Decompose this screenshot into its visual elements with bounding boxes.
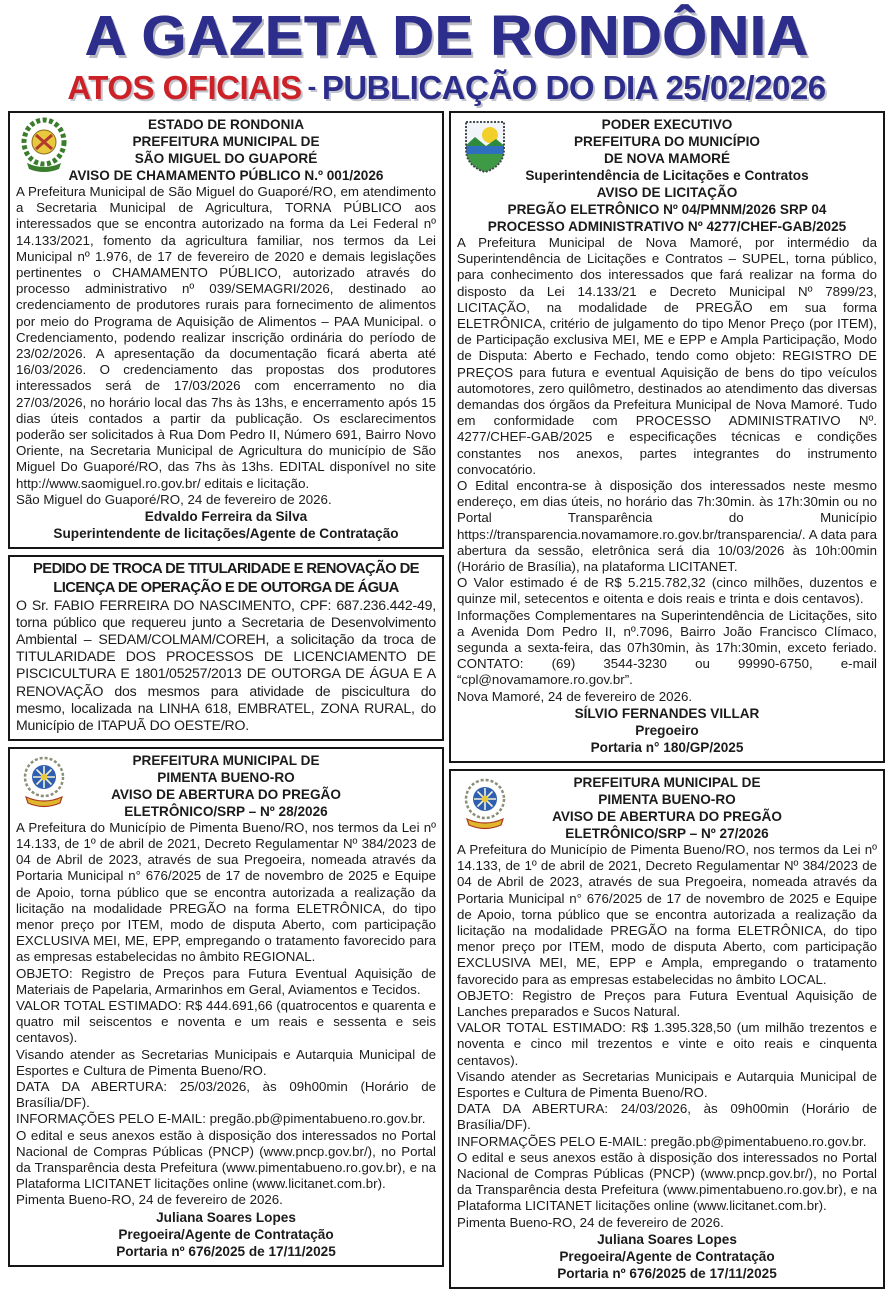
notice-paragraph-objeto: OBJETO: Registro de Preços para Futura Eventual Aquisição de Lanches preparados e Sucos Natural. (457, 987, 877, 1019)
notice-header-line: PODER EXECUTIVO (601, 117, 733, 132)
notice-paragraph-contato: Informações Complementares na Superintendência de Licitações, sito a Avenida Dom Pedro II, nº.7096, Bairro João Francisco Clímaco, segunda a sexta-feira, das 07h30min, às 17h:30min, exceto feriado. CONTATO: (69) 3544-3230 ou 99990-6750, e-mail “cpl@novamamore.ro.gov.br”. (457, 607, 877, 688)
notice-paragraph: A Prefeitura Municipal de Nova Mamoré, por intermédio da Superintendência de Licitações e Contratos – SUPEL, torna público, para conhecimento dos interessados que fará realizar na forma do disposto da Lei 14.133/21 e Decreto Municipal Nº 7899/23, LICITAÇÃO, na modalidade de PREGÃO em sua forma ELETRÔNICA, critério de julgamento do tipo Menor Preço (por ITEM), de Participação exclusiva MEI, ME e EPP e Ampla Participação, Modo de Disputa: Aberto e Fechado, tendo como objeto: REGISTRO DE PREÇOS para futura e eventual Aquisição de bens do tipo veículos automotores, zero quilômetro, destinados ao atendimento das diversas demandas dos órgãos da Prefeitura Municipal de Nova Mamoré. Tudo em conformidade com PROCESSO ADMINISTRATIVO Nº. 4277/CHEF-GAB/2025 e especificações técnicas e condições constantes nos anexos, partes integrantes do instrumento convocatório. (457, 235, 877, 477)
notice-pimenta-bueno-pregao-28 (8, 747, 444, 1267)
notice-header-line: PIMENTA BUENO-RO (598, 791, 736, 807)
notice-paragraph-valor: VALOR TOTAL ESTIMADO: R$ 1.395.328,50 (um milhão trezentos e noventa e cinco mil trezentos e vinte e oito reais e cinquenta centavos). (457, 1020, 877, 1068)
notice-signature (16, 1209, 436, 1260)
notice-header (16, 752, 436, 820)
subtitle-atos-oficiais: ATOS OFICIAIS (67, 69, 302, 106)
notice-header-line: AVISO DE ABERTURA DO PREGÃO (111, 786, 341, 802)
pimenta-bueno-coat-of-arms-icon (459, 775, 511, 833)
notice-paragraph-email: INFORMAÇÕES PELO E-MAIL: pregão.pb@pimentabueno.ro.gov.br. (457, 1133, 867, 1149)
notice-paragraph: A Prefeitura do Município de Pimenta Bueno/RO, nos termos da Lei nº 14.133, de 1º de abril de 2021, Decreto Regulamentar Nº 384/2023 de 04 de Abril de 2023, através de sua Pregoeira, nomeada através da Portaria Municipal n° 676/2025 de 17 de novembro de 2025 e Equipe de Apoio, torna público que se encontra autorizada a realização da licitação na modalidade PREGÃO na forma ELETRÔNICA, do tipo menor preço por ITEM, modo de disputa Aberto, com participação EXCLUSIVA MEI, ME, EPP e Ampla, empregando o tratamento favorecido para as empresas estabelecidas no âmbito LOCAL. (457, 841, 877, 987)
notice-header-line: DE NOVA MAMORÉ (603, 151, 731, 166)
notice-header-line: ELETRÔNICO/SRP – Nº 27/2026 (565, 825, 769, 841)
notice-nova-mamore-licitacao (449, 111, 885, 763)
notice-signature (16, 508, 436, 542)
notice-header (457, 116, 877, 235)
sao-miguel-coat-of-arms-icon (18, 117, 70, 175)
notice-header-line: Superintendência de Licitações e Contratos (525, 168, 809, 183)
signature-name: Edvaldo Ferreira da Silva (144, 509, 308, 525)
notice-header-line: PREFEITURA MUNICIPAL DE (573, 774, 761, 790)
notice-pimenta-bueno-pregao-27 (449, 769, 885, 1289)
notice-header (457, 774, 877, 842)
notice-paragraph-data-abertura: DATA DA ABERTURA: 25/03/2026, às 09h00min (Horário de Brasília/DF). (16, 1079, 436, 1111)
notice-header-line: AVISO DE ABERTURA DO PREGÃO (552, 808, 782, 824)
signature-role: Superintendente de licitações/Agente de Contratação (53, 526, 399, 542)
signature-portaria: Portaria nº 676/2025 de 17/11/2025 (116, 1243, 336, 1259)
notice-paragraph-data-abertura: DATA DA ABERTURA: 24/03/2026, às 09h00min (Horário de Brasília/DF). (457, 1101, 877, 1133)
notice-paragraph: Visando atender as Secretarias Municipais e Autarquia Municipal de Esportes e Cultura de Pimenta Bueno/RO. (457, 1068, 877, 1100)
notice-header (16, 116, 436, 184)
notice-paragraph-valor: O Valor estimado é de R$ 5.215.782,32 (cinco milhões, duzentos e quinze mil, setecentos e oitenta e dois reais e trinta e dois centavos). (457, 575, 877, 607)
masthead (0, 0, 893, 104)
signature-role: Pregoeiro (635, 722, 699, 738)
pimenta-bueno-coat-of-arms-icon (18, 753, 70, 811)
notice-date-line: Nova Mamoré, 24 de fevereiro de 2026. (457, 688, 693, 704)
subtitle-publicacao: PUBLICAÇÃO DO DIA 25/02/2026 (321, 69, 826, 106)
notice-paragraph-edital: O edital e seus anexos estão à disposição dos interessados no Portal Nacional de Compras Públicas (PNCP) (www.pncp.gov.br/), no Portal da Transparência desta Prefeitura (www.pimentabueno.ro.gov.br), e na Plataforma LICITANET licitações online (www.licitanet.com.br). (16, 1127, 436, 1192)
signature-role: Pregoeira/Agente de Contratação (559, 1248, 775, 1264)
page-title: A GAZETA DE RONDÔNIA (84, 4, 809, 68)
signature-role: Pregoeira/Agente de Contratação (118, 1226, 334, 1242)
left-column (8, 111, 444, 1267)
notice-paragraph-edital: O Edital encontra-se à disposição dos interessados neste mesmo endereço, em dias úteis, no horário das 7h:30min. às 17h:30min ou no Portal Transparência do Município https://transparencia.novamamore.ro.gov.br/transparencia/. A data para abertura da sessão, eletrônica será dia 10/03/2026 às 10h:00min (Horário de Brasília), na plataforma LICITANET. (457, 478, 877, 575)
notice-header-line: PIMENTA BUENO-RO (157, 769, 295, 785)
signature-name: Juliana Soares Lopes (156, 1209, 296, 1225)
notice-signature (457, 705, 877, 756)
signature-portaria: Portaria n° 180/GP/2025 (590, 739, 744, 755)
notice-columns (0, 104, 893, 1297)
notice-title: PEDIDO DE TROCA DE TITULARIDADE E RENOVAÇÃO DE LICENÇA DE OPERAÇÃO E DE OUTORGA DE ÁGUA (33, 561, 419, 596)
right-column (449, 111, 885, 1289)
notice-paragraph-email: INFORMAÇÕES PELO E-MAIL: pregão.pb@pimentabueno.ro.gov.br. (16, 1111, 426, 1127)
notice-paragraph: A Prefeitura do Município de Pimenta Bueno/RO, nos termos da Lei nº 14.133, de 1º de abril de 2021, Decreto Regulamentar Nº 384/2023 de 04 de Abril de 2023, através de sua Pregoeira, nomeada através da Portaria Municipal n° 676/2025 de 17 de novembro de 2025 e Equipe de Apoio, torna público que se encontra autorizada a realização da licitação na modalidade PREGÃO na forma ELETRÔNICA, do tipo menor preço por ITEM, modo de disputa Aberto, com participação EXCLUSIVA MEI, ME, EPP, empregando o tratamento favorecido para as empresas estabelecidas no âmbito REGIONAL. (16, 819, 436, 965)
page-subtitle (0, 71, 893, 104)
notice-header-line: PROCESSO ADMINISTRATIVO Nº 4277/CHEF-GAB/2025 (487, 219, 847, 234)
notice-header-line: SÃO MIGUEL DO GUAPORÉ (134, 151, 318, 166)
notice-sao-miguel-chamamento (8, 111, 444, 549)
signature-name: SÍLVIO FERNANDES VILLAR (574, 705, 760, 721)
notice-sedam-pedido (8, 555, 444, 741)
notice-body: O Sr. FABIO FERREIRA DO NASCIMENTO, CPF: 687.236.442-49, torna público que requereu junto a Secretaria de Desenvolvimento Ambiental – SEDAM/COLMAM/COREH, a solicitação da troca de TITULARIDADE DOS PROCESSOS DE LICENCIAMENTO DE PISCICULTURA E 1801/05257/2013 DE OUTORGA DE ÁGUA E A RENOVAÇÃO dos mesmos para atividade de piscicultura do mesmo, localizada na LINHA 618, EMBRATEL, ZONA RURAL, do Município de ITAPUÃ DO OESTE/RO. (16, 597, 436, 733)
notice-signature (457, 1231, 877, 1282)
notice-date-line: São Miguel do Guaporé/RO, 24 de fevereiro de 2026. (16, 491, 332, 507)
notice-date-line: Pimenta Bueno-RO, 24 de fevereiro de 2026. (457, 1214, 724, 1230)
nova-mamore-coat-of-arms-icon (459, 117, 511, 175)
notice-header-line: PREGÃO ELETRÔNICO Nº 04/PMNM/2026 SRP 04 (507, 202, 827, 217)
notice-paragraph-objeto: OBJETO: Registro de Preços para Futura Eventual Aquisição de Materiais de Papelaria, Armarinhos em Geral, Aviamentos e Tecidos. (16, 965, 436, 997)
notice-paragraph-valor: VALOR TOTAL ESTIMADO: R$ 444.691,66 (quatrocentos e quarenta e quatro mil seiscentos e noventa e um reais e sessenta e seis centavos). (16, 998, 436, 1046)
notice-header-line: ELETRÔNICO/SRP – Nº 28/2026 (124, 803, 328, 819)
subtitle-separator: - (307, 71, 316, 101)
notice-header-line: PREFEITURA DO MUNICÍPIO (573, 134, 761, 149)
notice-date-line: Pimenta Bueno-RO, 24 de fevereiro de 2026. (16, 1192, 283, 1208)
notice-header-line: AVISO DE LICITAÇÃO (596, 185, 738, 200)
notice-header-line: PREFEITURA MUNICIPAL DE (132, 134, 320, 149)
notice-header-line: ESTADO DE RONDONIA (147, 117, 305, 132)
notice-header-line: AVISO DE CHAMAMENTO PÚBLICO N.º 001/2026 (68, 168, 384, 183)
notice-paragraph-edital: O edital e seus anexos estão à disposição dos interessados no Portal Nacional de Compras Públicas (PNCP) (www.pncp.gov.br/), no Portal da Transparência desta Prefeitura (www.pimentabueno.ro.gov.br), e na Plataforma LICITANET licitações online (www.licitanet.com.br). (457, 1149, 877, 1214)
notice-header-line: PREFEITURA MUNICIPAL DE (132, 752, 320, 768)
notice-body: A Prefeitura Municipal de São Miguel do Guaporé/RO, em atendimento a Secretaria Municipal de Agricultura, TORNA PÚBLICO aos interessados que se encontra autorizado na forma da Lei Federal nº 14.133/2021, fomento da agricultura familiar, nos termos da Lei Municipal nº 1.976, de 17 de fevereiro de 2020 e demais legislações pertinentes o CHAMAMENTO PÚBLICO, autorizado através do processo administrativo nº 039/SEMAGRI/2026, destinado ao credenciamento de produtores rurais para fornecimento de alimentos por meio do Programa de Aquisição de Alimentos – PAA Municipal. o Credenciamento, podendo realizar inscrição ordinária do período de 23/02/2026. A apresentação da documentação ficará aberta até 16/03/2026. O credenciamento das propostas dos produtores interessados será de 17/03/2026 com encerramento no dia 27/03/2026, no horário local das 7hs às 13hs, e encerramento após 15 dias úteis contados a partir da publicação. Os esclarecimentos poderão ser solicitados à Rua Dom Pedro II, Número 691, Bairro Novo Oriente, na Secretaria Municipal de Agricultura do município de São Miguel Do Guaporé/RO, das 7hs às 13hs. EDITAL disponível no site http://www.saomiguel.ro.gov.br/ editais e licitação. (16, 184, 436, 491)
signature-name: Juliana Soares Lopes (597, 1231, 737, 1247)
notice-paragraph: Visando atender as Secretarias Municipais e Autarquia Municipal de Esportes e Cultura de Pimenta Bueno/RO. (16, 1046, 436, 1078)
signature-portaria: Portaria nº 676/2025 de 17/11/2025 (557, 1265, 777, 1281)
